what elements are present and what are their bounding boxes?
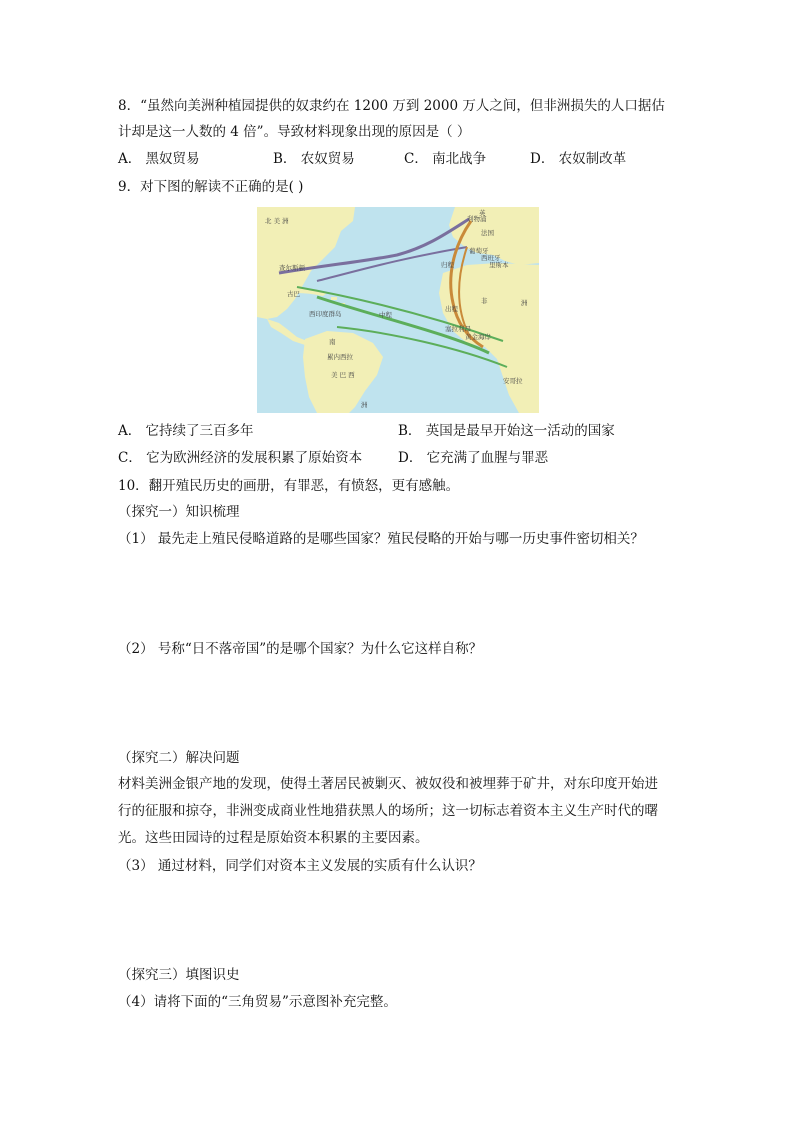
q10-sub-question-3: （3） 通过材料，同学们对资本主义发展的实质有什么认识？	[118, 858, 482, 874]
q10-explore-1-heading: （探究一）知识梳理	[118, 504, 240, 520]
label-liverpool: 利物浦	[467, 215, 487, 223]
q10-sub-question-4: （4）请将下面的“三角贸易”示意图补充完整。	[118, 994, 397, 1010]
q10-material-line1: 材料美洲金银产地的发现，使得土著居民被剿灭、被奴役和被埋葬于矿井，对东印度开始进	[118, 776, 658, 792]
triangle-trade-map	[257, 207, 539, 413]
label-return-route: 归程	[441, 261, 454, 269]
label-charleston: 查尔斯顿	[279, 264, 305, 272]
q10-sub-question-1: （1） 最先走上殖民侵略道路的是哪些国家？殖民侵略的开始与哪一历史事件密切相关？	[118, 531, 644, 547]
q8-option-d: D． 农奴制改革	[530, 151, 627, 167]
label-britain: 英	[479, 209, 486, 217]
q8-option-a: A． 黑奴贸易	[118, 151, 200, 167]
label-gold-coast: 黄金海岸	[465, 333, 491, 341]
q10-material-line3: 光。这些田园诗的过程是原始资本积累的主要因素。	[118, 830, 429, 846]
q10-explore-3-heading: （探究三）填图识史	[118, 967, 240, 983]
q8-stem-line1: 8．“虽然向美洲种植园提供的奴隶约在 1200 万到 2000 万人之间，但非洲损失的人口据估	[118, 98, 665, 114]
q10-explore-2-heading: （探究二）解决问题	[118, 750, 240, 766]
q8-option-b: B． 农奴贸易	[273, 151, 355, 167]
q10-material-line2: 行的征服和掠夺，非洲变成商业性地猎获黑人的场所；这一切标志着资本主义生产时代的曙	[118, 803, 658, 819]
label-out-route: 出程	[445, 305, 458, 313]
q8-stem-line2: 计却是这一人数的 4 倍”。导致材料现象出现的原因是（ ）	[118, 124, 471, 140]
label-northeast-brazil: 累内西拉	[327, 353, 353, 361]
q9-option-d: D． 它充满了血腥与罪恶	[398, 450, 549, 466]
label-africa: 非	[481, 297, 488, 305]
q9-option-c: C． 它为欧洲经济的发展积累了原始资本	[118, 450, 363, 466]
q9-stem: 9．对下图的解读不正确的是( )	[118, 179, 304, 195]
label-middle-route: 中程	[379, 311, 392, 319]
q8-option-c: C． 南北战争	[404, 151, 487, 167]
label-portugal: 葡萄牙	[469, 247, 489, 255]
q9-option-b: B． 英国是最早开始这一活动的国家	[398, 423, 615, 439]
label-north-america: 北 美 洲	[265, 217, 289, 225]
label-south-america-2: 美 巴 西	[331, 371, 355, 379]
label-angola: 安哥拉	[503, 377, 523, 385]
q10-stem: 10．翻开殖民历史的画册，有罪恶，有愤怒，更有感触。	[118, 478, 460, 494]
q9-option-a: A． 它持续了三百多年	[118, 423, 254, 439]
label-france: 法国	[481, 229, 494, 237]
label-lisbon: 里斯本	[489, 261, 509, 269]
label-sierra-leone: 塞拉利昂	[445, 325, 471, 333]
label-cuba: 古巴	[287, 290, 300, 298]
label-spain: 西班牙	[481, 254, 501, 262]
label-south-america-1: 南	[329, 338, 336, 346]
label-west-indies: 西印度群岛	[309, 310, 342, 318]
label-south-america-3: 洲	[361, 401, 368, 409]
label-africa-2: 洲	[521, 299, 528, 307]
q10-sub-question-2: （2） 号称“日不落帝国”的是哪个国家？为什么它这样自称？	[118, 641, 483, 657]
